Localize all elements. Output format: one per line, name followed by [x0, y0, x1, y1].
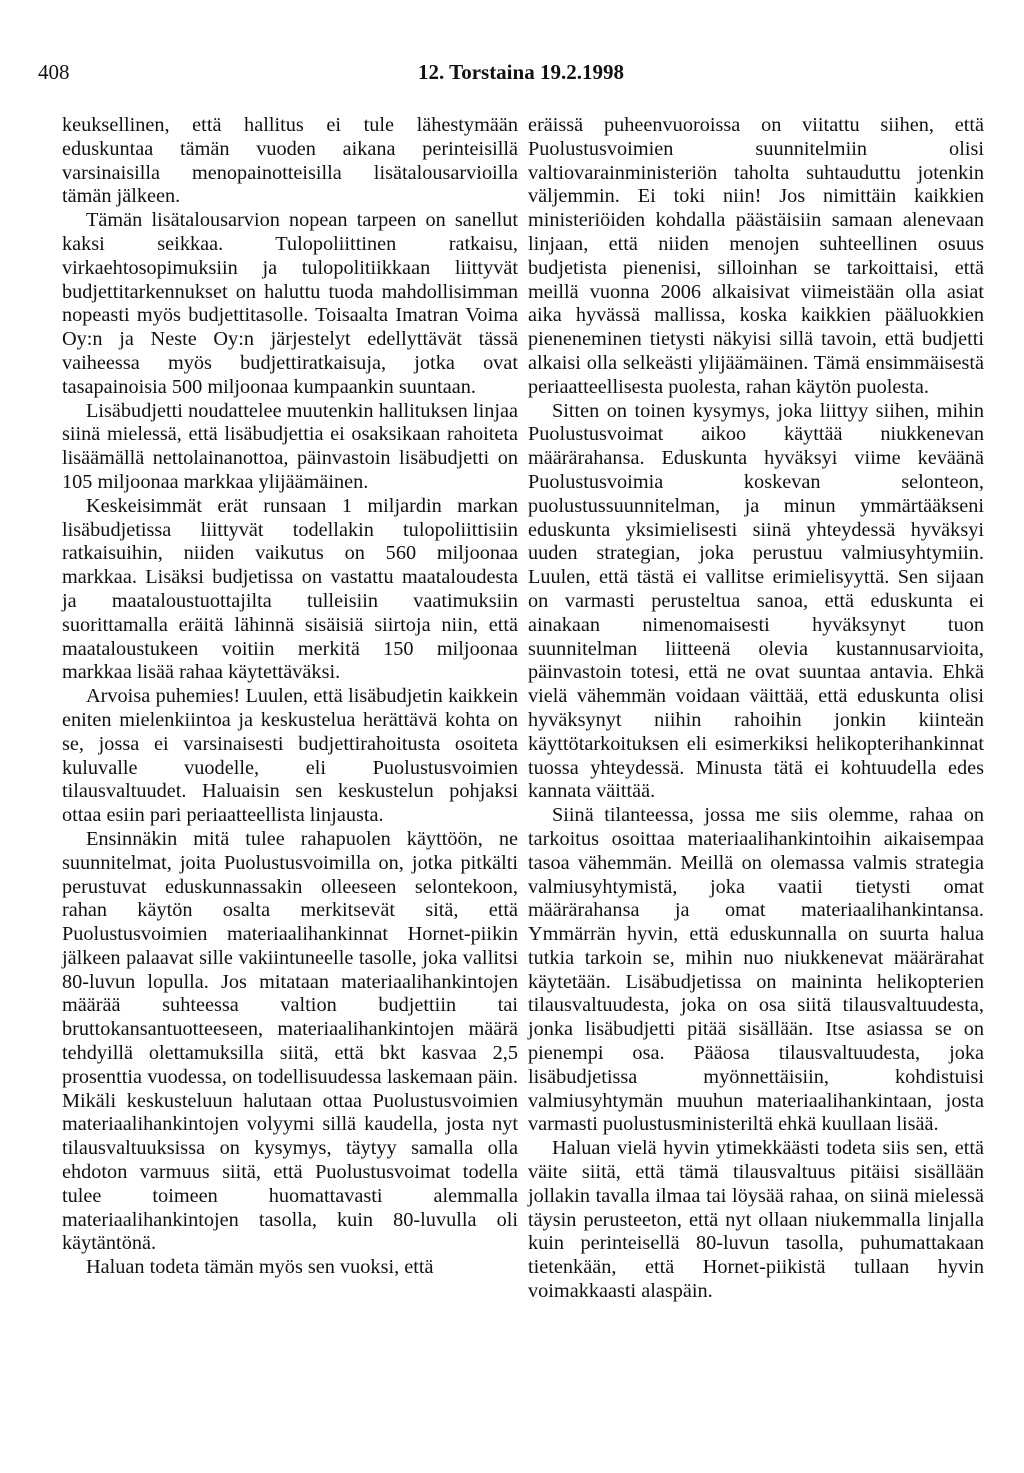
paragraph: eräissä puheenvuoroissa on viitattu siihen, että Puolustusvoimien suunnitelmiin olisi valtiovarainministeriön taholta suhtauduttu jotenkin väljemmin. Ei toki niin! Jos nimittäin kaikkien ministeriöiden kohdalla päästäisiin samaan alenevaan linjaan, että niiden menojen suhteellinen osuus budjetista pienenisi, silloinhan se tarkoittaisi, että meillä vuonna 2006 alkaisivat viimeistään olla asiat aika hyvässä mallissa, koska kaikkien pääluokkien pieneneminen tietysti näkyisi sillä tavoin, että budjetti alkaisi olla selkeästi ylijäämäinen. Tämä ensimmäisestä periaatteellisesta puolesta, rahan käytön puolesta.	[528, 114, 984, 398]
paragraph: Ensinnäkin mitä tulee rahapuolen käyttöön, ne suunnitelmat, joita Puolustusvoimilla on, jotka pitkälti perustuvat eduskunnassakin olleeseen selontekoon, rahan käytön osalta merkitsevät sitä, että Puolustusvoimien materiaalihankinnat Hornet-piikin jälkeen palaavat sille vakiintuneelle tasolle, joka vallitsi 80-luvun lopulla. Jos mitataan materiaalihankintojen määrää suhteessa valtion budjettiin tai bruttokansantuotteeseen, materiaalihankintojen määrä tehdyillä olettamuksilla siitä, että bkt kasvaa 2,5 prosenttia vuodessa, on todellisuudessa laskemaan päin. Mikäli keskusteluun halutaan ottaa Puolustusvoimien materiaalihankintojen volyymi sillä kaudella, josta nyt tilausvaltuuksissa on kysymys, täytyy samalla olla ehdoton varmuus siitä, että Puolustusvoimat todella tulee toimeen huomattavasti alemmalla materiaalihankintojen tasolla, kuin 80-luvulla oli käytäntönä.	[62, 827, 518, 1255]
paragraph: Tämän lisätalousarvion nopean tarpeen on sanellut kaksi seikkaa. Tulopoliittinen ratkaisu, virkaehtosopimuksiin ja tulopolitiikkaan liittyvät budjettitarkennukset on haluttu tuoda mahdollisimman nopeasti myös budjettitasolle. Toisaalta Imatran Voima Oy:n ja Neste Oy:n järjestelyt edellyttävät tässä vaiheessa myös budjettiratkaisuja, jotka ovat tasapainoisia 500 miljoonaa kumpaankin suuntaan.	[62, 209, 518, 398]
paragraph: Haluan todeta tämän myös sen vuoksi, että	[86, 1256, 434, 1279]
paragraph: Siinä tilanteessa, jossa me siis olemme, rahaa on tarkoitus osoittaa materiaalihankintoihin aikaisempaa tasoa vähemmän. Meillä on olemassa valmis strategia valmiusyhtymistä, joka vaatii tietysti omat määrärahansa ja omat materiaalihankintansa. Ymmärrän hyvin, että eduskunnalla on suurta halua tutkia tarkoin se, mihin nuo niukkenevat määrärahat käytetään. Lisäbudjetissa on maininta helikopterien tilausvaltuudesta, joka on osa siitä tilausvaltuudesta, jonka lisäbudjetti pitää sisällään. Itse asiassa se on pienempi osa. Pääosa tilausvaltuudesta, joka lisäbudjetissa myönnettäisiin, kohdistuisi valmiusyhtymän muuhun materiaalihankintaan, josta varmasti puolustusministeriltä ehkä kuullaan lisää.	[528, 804, 984, 1136]
paragraph: Sitten on toinen kysymys, joka liittyy siihen, mihin Puolustusvoimat aikoo käyttää niukkenevan määrärahansa. Eduskunta hyväksyi viime keväänä Puolustusvoimia koskevan selonteon, puolustussuunnitelman, ja minun ymmärtääkseni eduskunta yksimielisesti siinä yhteydessä hyväksyi uuden strategian, joka perustuu valmiusyhtymiin. Luulen, että tästä ei vallitse erimielisyyttä. Sen sijaan on varmasti perusteltua sanoa, että eduskunta ei ainakaan nimenomaisesti hyväksynyt tuon suunnitelman liitteenä olevia kustannusarvioita, päinvastoin totesi, että ne ovat suuntaa antavia. Ehkä vielä vähemmän voidaan väittää, että eduskunta olisi hyväksynyt niihin rahoihin jonkin kiinteän käyttötarkoituksen eli esimerkiksi helikopterihankinnat tuossa yhteydessä. Minusta tätä ei kohtuudella edes kannata väittää.	[528, 399, 984, 803]
page-number: 408	[38, 60, 70, 84]
paragraph: Arvoisa puhemies! Luulen, että lisäbudjetin kaikkein eniten mielenkiintoa ja keskustelua herättävä kohta on se, jossa ei varsinaisesti budjettirahoitusta osoiteta kuluvalle vuodelle, eli Puolustusvoimien tilausvaltuudet. Haluaisin sen keskustelun pohjaksi ottaa esiin pari periaatteellista linjausta.	[62, 685, 518, 827]
left-column	[62, 114, 518, 1280]
right-column	[528, 114, 984, 1304]
header-title: 12. Torstaina 19.2.1998	[418, 60, 624, 84]
paragraph: Keskeisimmät erät runsaan 1 miljardin markan lisäbudjetissa liittyvät todellakin tulopoliittisiin ratkaisuihin, niiden vaikutus on 560 miljoonaa markkaa. Lisäksi budjetissa on vastattu maataloudesta ja maataloustuottajilta tulleisiin vaatimuksiin suorittamalla eräitä lähinnä sisäisiä siirtoja niin, että maataloustukeen voitiin merkitä 150 miljoonaa markkaa lisää rahaa käytettäväksi.	[62, 494, 518, 684]
paragraph: Lisäbudjetti noudattelee muutenkin hallituksen linjaa siinä mielessä, että lisäbudjettia ei osaksikaan rahoiteta lisäämällä nettolainanottoa, päinvastoin lisäbudjetti on 105 miljoonaa markkaa ylijäämäinen.	[62, 399, 518, 493]
paragraph: keuksellinen, että hallitus ei tule lähestymään eduskuntaa tämän vuoden aikana perinteisillä varsinaisilla menopainotteisilla lisätalousarvioilla tämän jälkeen.	[62, 114, 518, 208]
paragraph: Haluan vielä hyvin ytimekkäästi todeta siis sen, että väite siitä, että tämä tilausvaltuus pitäisi sisällään jollakin tavalla ilmaa tai löysää rahaa, on siinä mielessä täysin perusteeton, että nyt ollaan niukemmalla linjalla kuin perinteisellä 80-luvun tasolla, puhumattakaan tietenkään, että Hornet-piikistä tullaan hyvin voimakkaasti alaspäin.	[528, 1137, 984, 1303]
